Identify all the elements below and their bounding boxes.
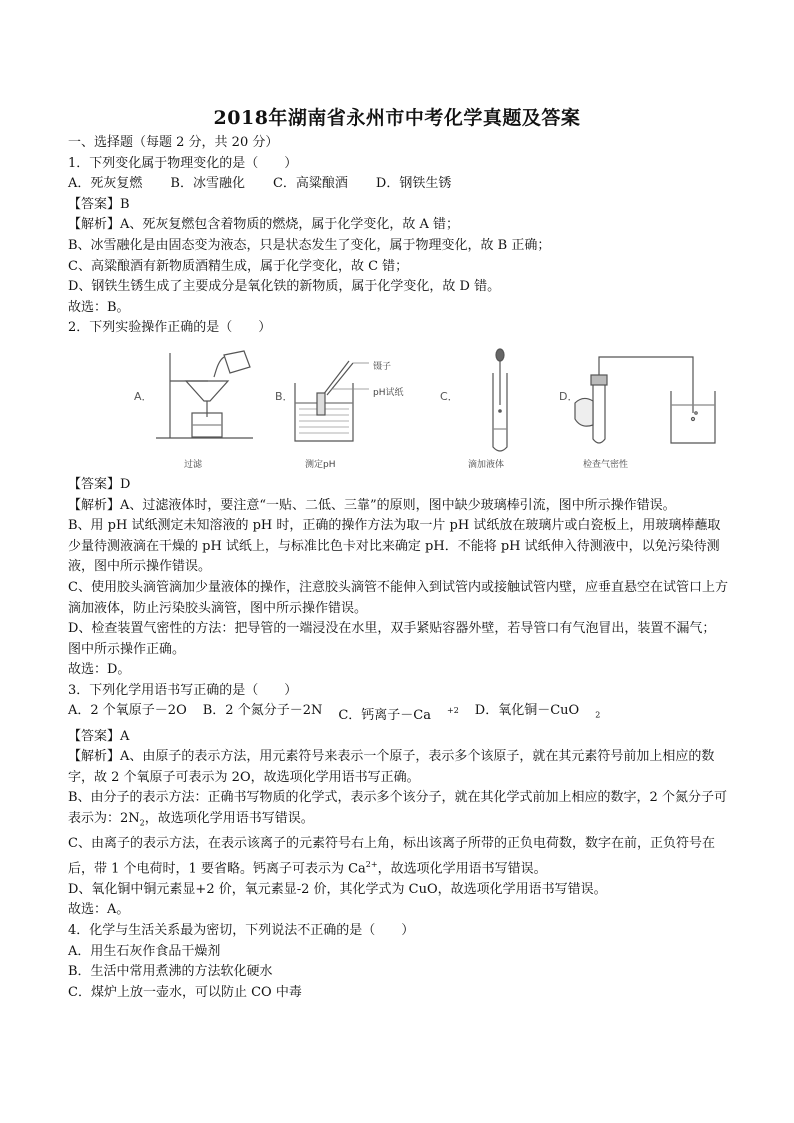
q3-analysis-line — [68, 788, 728, 834]
q3-option-d-text: D．氧化铜－CuO — [474, 703, 580, 719]
q1-analysis-line: D、钢铁生锈生成了主要成分是氧化铁的新物质，属于化学变化，故 D 错。 — [68, 279, 501, 295]
q1-choice: 故选：B。 — [68, 299, 130, 315]
q4-option-c: C．煤炉上放一壶水，可以防止 CO 中毒 — [68, 984, 302, 1000]
q1-answer: 【答案】B — [68, 196, 130, 212]
q3-choice: 故选：A。 — [68, 902, 130, 918]
q3-option-c-charge: +2 — [447, 706, 459, 716]
q3-analysis-b-subscript: 2 — [139, 818, 145, 828]
q3-stem: 3．下列化学用语书写正确的是（ ） — [68, 682, 298, 698]
tweezers-label: 镊子 — [373, 361, 392, 372]
q3-option-b: B．2 个氮分子－2N — [202, 703, 323, 719]
q1-options — [68, 174, 728, 195]
q1-option-a: A．死灰复燃 — [68, 176, 143, 192]
q3-option-c — [338, 701, 458, 726]
figure-c-caption: 滴加液体 — [468, 459, 505, 470]
q2-answer: 【答案】D — [68, 476, 131, 492]
q2-analysis-line: D、检查装置气密性的方法：把导管的一端浸没在水里，双手紧贴容器外壁，若导管口有气泡冒出，装置不漏气；图中所示操作正确。 — [68, 621, 716, 657]
ph-paper-label: pH试纸 — [373, 387, 404, 398]
q3-analysis-line: 【解析】A、由原子的表示方法，用元素符号来表示一个原子，表示多个该原子，就在其元素符号前加上相应的数字，故 2 个氧原子可表示为 2O，故选项化学用语书写正确。 — [68, 749, 715, 785]
q3-analysis-b-text: B、由分子的表示方法：正确书写物质的化学式，表示多个该分子，就在其化学式前加上相应的数字，2 个氮分子可表示为：2N — [68, 790, 727, 827]
q3-option-d — [475, 701, 601, 726]
figure-d-caption: 检查气密性 — [583, 459, 629, 470]
q4-option-a: A．用生石灰作食品干燥剂 — [68, 943, 221, 959]
q1-analysis-line: B、冰雪融化是由固态变为液态，只是状态发生了变化，属于物理变化，故 B 正确； — [68, 237, 551, 253]
figure-c-letter: C． — [440, 389, 459, 403]
page-title: 2018年湖南省永州市中考化学真题及答案 — [213, 107, 581, 129]
q2-analysis-line: B、用 pH 试纸测定未知溶液的 pH 时，正确的操作方法为取一片 pH 试纸放在玻璃片或白瓷板上，用玻璃棒蘸取少量待测液滴在干燥的 pH 试纸上，与标准比色卡对比来确定 pH．不能将 pH 试纸伸入待测液中，以免污染待测液，图中所示操作错误。 — [68, 518, 721, 575]
figure-measure-ph — [273, 343, 423, 473]
figure-b-letter: B． — [275, 389, 294, 403]
q1-option-b: B．冰雪融化 — [170, 176, 245, 192]
q1-option-c: C．高粱酿酒 — [272, 176, 348, 192]
q3-analysis-line: D、氧化铜中铜元素显+2 价，氧元素显-2 价，其化学式为 CuO，故选项化学用语书写错误。 — [68, 881, 607, 897]
q3-analysis-line — [68, 834, 728, 880]
document-body — [68, 133, 728, 1003]
airtightness-apparatus-icon — [553, 343, 723, 458]
q3-analysis-c-text: C、由离子的表示方法，在表示该离子的元素符号右上角，标出该离子所带的正负电荷数，数字在前，正负符号在后，带 1 个电荷时，1 要省略。钙离子可表示为 Ca — [68, 836, 715, 877]
q3-option-c-text: C．钙离子－Ca — [338, 707, 431, 723]
q3-analysis-c-end: ，故选项化学用语书写错误。 — [377, 861, 547, 877]
q3-analysis-b-end: ，故选项化学用语书写错误。 — [144, 811, 314, 827]
q2-analysis-line: C、使用胶头滴管滴加少量液体的操作，注意胶头滴管不能伸入到试管内或接触试管内壁，应垂直悬空在试管口上方滴加液体，防止污染胶头滴管，图中所示操作错误。 — [68, 579, 728, 616]
figure-a-caption: 过滤 — [184, 459, 203, 470]
figure-b-caption: 测定pH — [305, 459, 336, 470]
q4-option-b: B．生活中常用煮沸的方法软化硬水 — [68, 964, 273, 980]
figure-dropper — [438, 343, 548, 473]
q1-analysis-line: 【解析】A、死灰复燃包含着物质的燃烧，属于化学变化，故 A 错； — [68, 217, 460, 233]
q1-stem: 1．下列变化属于物理变化的是（ ） — [68, 155, 298, 171]
figure-airtightness — [553, 343, 723, 473]
figure-a-letter: A． — [134, 389, 153, 403]
q2-analysis-line: 【解析】A、过滤液体时，要注意“一贴、二低、三靠”的原则，图中缺少玻璃棒引流，图中所示操作错误。 — [68, 497, 676, 513]
q3-option-a: A．2 个氧原子－2O — [68, 703, 187, 719]
q3-analysis-c-charge: 2+ — [365, 859, 378, 869]
q4-stem: 4．化学与生活关系最为密切，下列说法不正确的是（ ） — [68, 922, 415, 938]
figure-d-letter: D． — [559, 389, 579, 403]
q2-stem: 2．下列实验操作正确的是（ ） — [68, 320, 272, 336]
q3-option-d-subscript: 2 — [595, 711, 601, 721]
q1-option-d: D．钢铁生锈 — [375, 176, 452, 192]
figure-filtration — [128, 343, 268, 473]
q3-answer: 【答案】A — [68, 728, 130, 744]
section-heading: 一、选择题（每题 2 分，共 20 分） — [68, 135, 279, 150]
q3-options — [68, 701, 728, 726]
q1-analysis-line: C、高粱酿酒有新物质酒精生成，属于化学变化，故 C 错； — [68, 258, 409, 274]
q2-figures — [68, 343, 728, 473]
q2-choice: 故选：D。 — [68, 662, 131, 678]
